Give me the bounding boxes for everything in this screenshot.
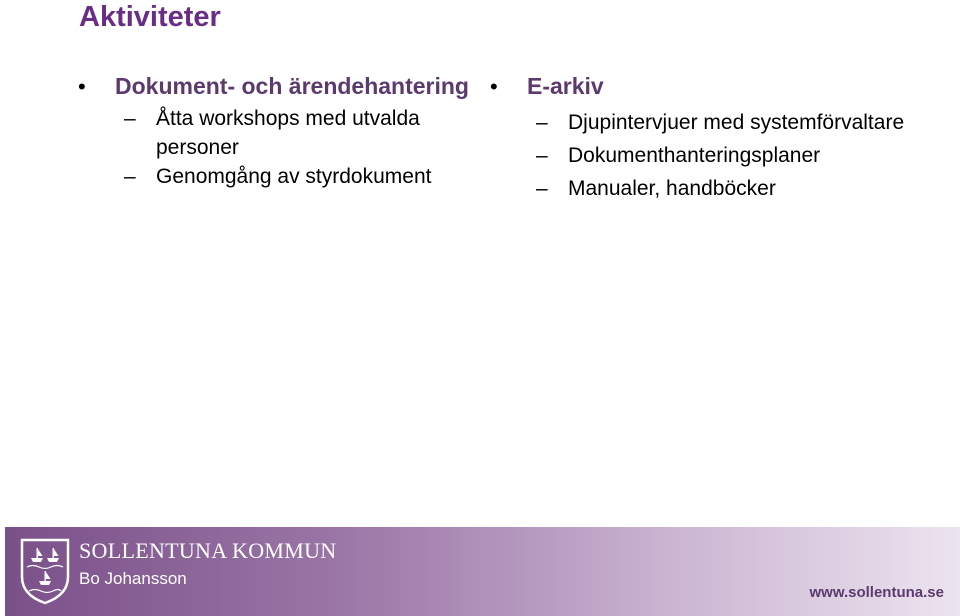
dash-marker: –	[536, 144, 548, 167]
bullet-heading-left: Dokument- och ärendehantering	[115, 73, 469, 99]
sub-item-text: Genomgång av styrdokument	[156, 165, 432, 188]
sub-item-text: Dokumenthanteringsplaner	[568, 144, 821, 167]
sub-item-text: Manualer, handböcker	[568, 177, 776, 200]
bullet-dot: •	[490, 74, 498, 99]
bullet-dokument	[78, 72, 478, 101]
slide-title: Aktiviteter	[79, 1, 221, 33]
presenter-name: Bo Johansson	[79, 569, 187, 588]
footer-banner	[5, 527, 960, 616]
dash-marker: –	[536, 111, 548, 134]
sub-item-workshops	[78, 104, 478, 162]
dash-marker: –	[124, 165, 136, 188]
bullet-earkiv	[490, 72, 930, 101]
right-column	[490, 72, 930, 203]
organization-name: SOLLENTUNA KOMMUN	[79, 538, 337, 563]
sub-item-styrdokument	[78, 162, 478, 191]
website-link[interactable]: www.sollentuna.se	[809, 584, 944, 601]
crest-with-ships-icon	[19, 537, 71, 605]
sub-item-dokumenthanteringsplaner	[490, 141, 930, 170]
sub-item-text: Djupintervjuer med systemförvaltare	[568, 111, 905, 134]
bullet-heading-right: E-arkiv	[527, 73, 604, 99]
sub-item-text: Åtta workshops med utvalda personer	[156, 107, 420, 159]
left-column	[78, 72, 478, 191]
sub-item-djupintervjuer	[490, 108, 930, 137]
dash-marker: –	[536, 177, 548, 200]
dash-marker: –	[124, 107, 136, 130]
sub-item-manualer	[490, 174, 930, 203]
bullet-dot: •	[78, 74, 86, 99]
